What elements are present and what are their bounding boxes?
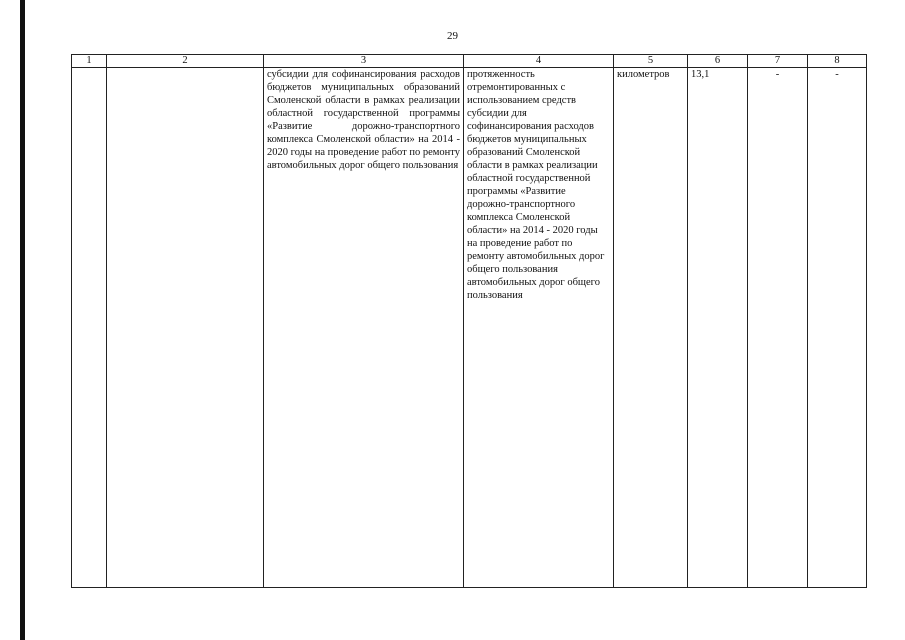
cell-name [107,68,264,588]
cell-subsidy-description: субсидии для софинансирования расходов бюджетов муниципальных образований Смоленской области в рамках реализации областной государственной программы «Развитие дорожно-транспортного комплекса Смоленской области» на 2014 - 2020 годы на проведение работ по ремонту автомобильных дорог общего пользования [264,68,464,588]
scan-edge-bar [20,0,25,640]
column-header-1: 1 [72,55,107,68]
column-header-6: 6 [688,55,748,68]
column-header-3: 3 [264,55,464,68]
cell-indicator: протяженность отремонтированных с использованием средств субсидии для софинансирования расходов бюджетов муниципальных образований Смоленской области в рамках реализации областной государственной программы «Развитие дорожно-транспортного комплекса Смоленской области» на 2014 - 2020 годы на проведение работ по ремонту автомобильных дорог общего пользования автомобильных дорог общего пользования [464,68,614,588]
column-header-8: 8 [808,55,867,68]
cell-value: 13,1 [688,68,748,588]
column-header-2: 2 [107,55,264,68]
page-number: 29 [447,30,458,42]
data-table [71,54,867,588]
cell-number [72,68,107,588]
cell-col8: - [808,68,867,588]
column-header-7: 7 [748,55,808,68]
header-row [72,55,867,68]
table-row [72,68,867,588]
column-header-5: 5 [614,55,688,68]
column-header-4: 4 [464,55,614,68]
cell-unit: километров [614,68,688,588]
cell-col7: - [748,68,808,588]
